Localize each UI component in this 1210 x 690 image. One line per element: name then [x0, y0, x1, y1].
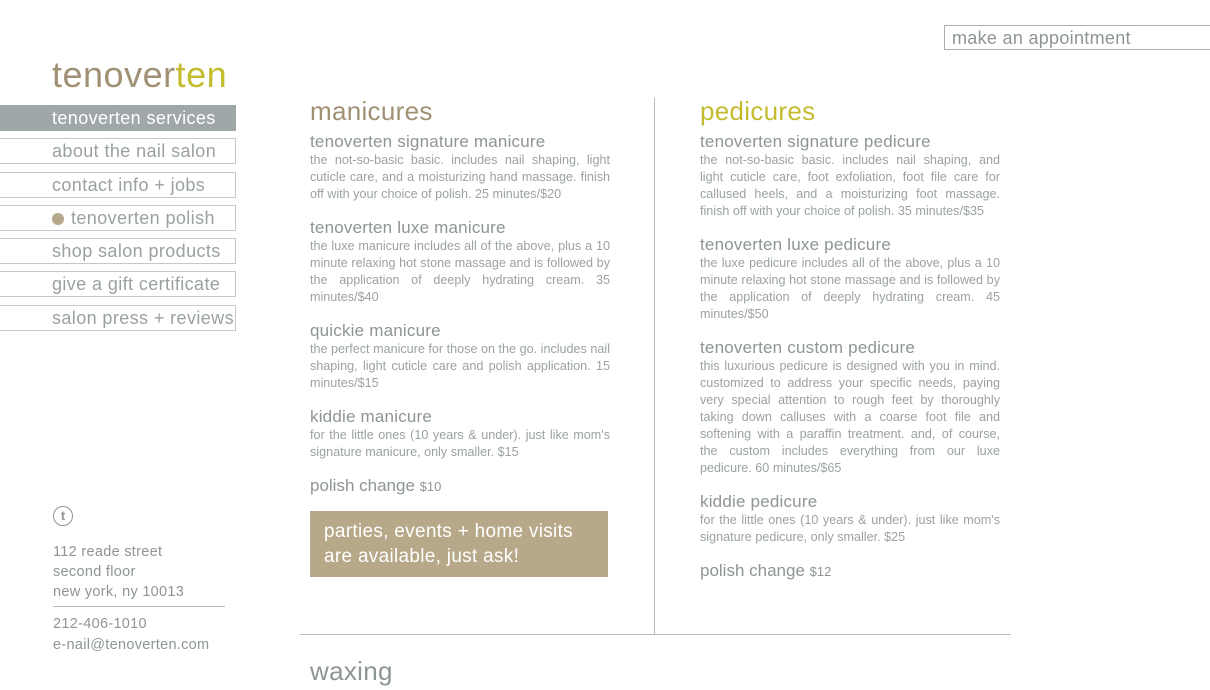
address-block	[53, 542, 184, 602]
twitter-icon[interactable]: t	[53, 506, 73, 526]
logo-text-part2: ten	[175, 54, 228, 95]
sidebar-nav	[0, 105, 236, 338]
nav-item-shop[interactable]: shop salon products	[0, 238, 236, 264]
nav-item-press[interactable]: salon press + reviews	[0, 305, 236, 331]
service-name: tenoverten custom pedicure	[700, 338, 915, 357]
nav-item-polish[interactable]	[0, 205, 236, 231]
address-divider	[53, 606, 225, 607]
service-name: quickie manicure	[310, 321, 441, 340]
address-line2: second floor	[53, 564, 136, 580]
service-name: kiddie manicure	[310, 407, 433, 426]
banner-line1: parties, events + home visits	[324, 521, 573, 542]
service-description: this luxurious pedicure is designed with you in mind. customized to address your specific needs, paying very special attention to rough feet by thoroughly taking down calluses with a coarse foot file and softening with a paraffin treatment. and, of course, the custom includes everything from our luxe pedicure. 60 minutes/$65	[700, 359, 1000, 475]
service-item	[310, 132, 610, 203]
pedicures-column	[700, 96, 1000, 596]
address-line3: new york, ny 10013	[53, 584, 185, 600]
service-item	[310, 321, 610, 392]
polish-change-manicure	[310, 476, 610, 496]
column-divider	[654, 98, 655, 634]
contact-block	[53, 614, 209, 656]
manicures-column	[310, 96, 610, 577]
nav-item-polish-label: tenoverten polish	[71, 207, 215, 228]
service-description: for the little ones (10 years & under). just like mom's signature manicure, only smaller. $15	[310, 428, 610, 459]
logo[interactable]	[52, 54, 227, 96]
polish-change-price: $10	[419, 479, 442, 494]
service-item	[310, 218, 610, 306]
service-name: tenoverten signature pedicure	[700, 132, 931, 151]
make-appointment-button[interactable]: make an appointment	[944, 25, 1210, 50]
address-line1: 112 reade street	[53, 544, 163, 560]
service-item	[310, 407, 610, 461]
polish-change-label: polish change	[310, 476, 415, 495]
service-name: tenoverten signature manicure	[310, 132, 546, 151]
phone-number: 212-406-1010	[53, 616, 147, 632]
nav-item-services[interactable]: tenoverten services	[0, 105, 236, 131]
nav-item-about[interactable]: about the nail salon	[0, 138, 236, 164]
service-item	[700, 338, 1000, 477]
pedicures-title: pedicures	[700, 96, 816, 126]
service-item	[700, 132, 1000, 220]
service-description: the perfect manicure for those on the go. includes nail shaping, light cuticle care and polish application. 15 minutes/$15	[310, 342, 610, 390]
polish-change-label: polish change	[700, 561, 805, 580]
manicures-title: manicures	[310, 96, 433, 126]
email-link[interactable]: e-nail@tenoverten.com	[53, 637, 210, 653]
polish-change-price: $12	[809, 564, 832, 579]
service-name: kiddie pedicure	[700, 492, 818, 511]
section-divider	[300, 634, 1011, 635]
nav-item-gift-certificate[interactable]: give a gift certificate	[0, 271, 236, 297]
service-name: tenoverten luxe pedicure	[700, 235, 891, 254]
parties-banner[interactable]	[310, 511, 608, 577]
service-description: the not-so-basic basic. includes nail shaping, and light cuticle care, foot exfoliation, foot file care for callused heels, and a moisturizing foot massage. finish off with your choice of polish. 35 minutes/$35	[700, 153, 1000, 218]
banner-line2: are available, just ask!	[324, 546, 520, 567]
waxing-title: waxing	[310, 656, 393, 686]
logo-text-part1: tenover	[52, 54, 176, 95]
polish-change-pedicure	[700, 561, 1000, 581]
service-description: the luxe pedicure includes all of the above, plus a 10 minute relaxing hot stone massage and is followed by the application of deeply hydrating cream. 45 minutes/$50	[700, 256, 1000, 321]
polish-dot-icon	[52, 213, 64, 225]
service-name: tenoverten luxe manicure	[310, 218, 506, 237]
service-description: the not-so-basic basic. includes nail shaping, light cuticle care, and a moisturizing hand massage. finish off with your choice of polish. 25 minutes/$20	[310, 153, 610, 201]
service-description: for the little ones (10 years & under). just like mom's signature pedicure, only smaller. $25	[700, 513, 1000, 544]
nav-item-contact[interactable]: contact info + jobs	[0, 172, 236, 198]
service-item	[700, 235, 1000, 323]
service-description: the luxe manicure includes all of the above, plus a 10 minute relaxing hot stone massage and is followed by the application of deeply hydrating cream. 35 minutes/$40	[310, 239, 610, 304]
service-item	[700, 492, 1000, 546]
